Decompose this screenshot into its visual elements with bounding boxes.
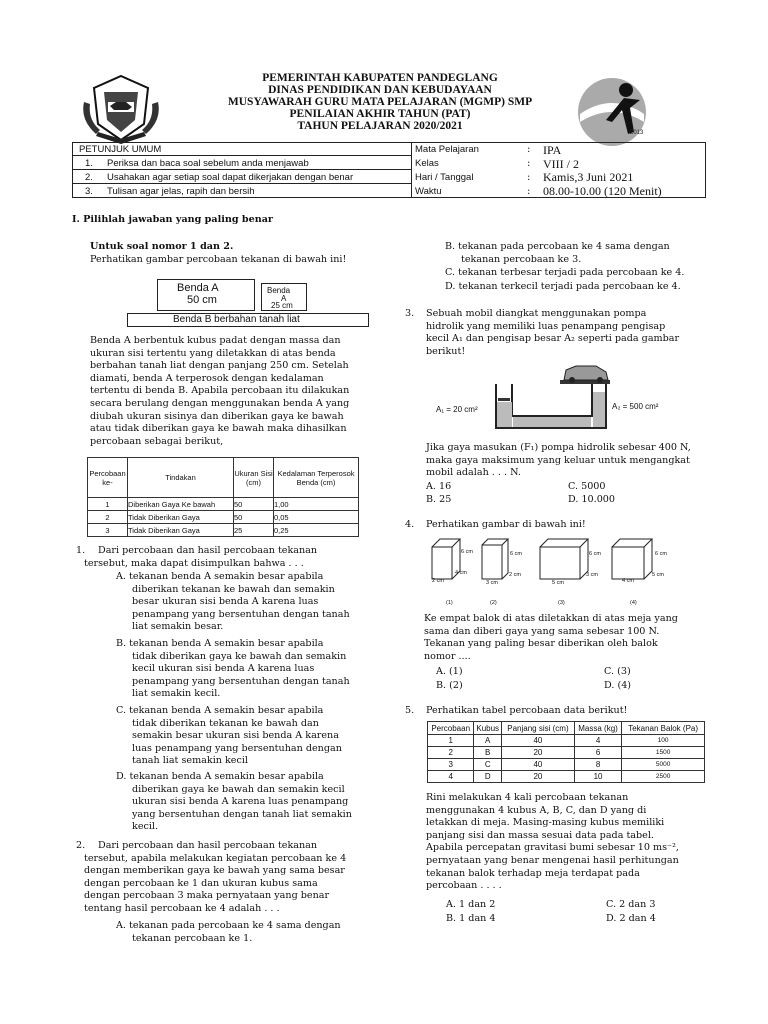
- block-1-height: 6 cm: [461, 549, 473, 555]
- q4-option-a[interactable]: A. (1): [436, 666, 463, 677]
- benda-b-size: 25 cm: [271, 301, 293, 310]
- table-header: Kubus: [474, 722, 502, 735]
- petunjuk-item: 3. Tulisan agar jelas, rapih dan bersih: [85, 186, 255, 197]
- experiment-table-2: [427, 721, 705, 783]
- section-title: I. Pilihlah jawaban yang paling benar: [72, 214, 273, 225]
- table-header: Tekanan Balok (Pa): [622, 722, 705, 735]
- block-4-number: (4): [630, 600, 637, 606]
- table-row: 3 C 40 8 5000: [428, 759, 705, 771]
- benda-b-label: Benda: [267, 286, 291, 295]
- block-2-number: (2): [490, 600, 497, 606]
- experiment-table-1: [87, 457, 359, 537]
- q3-option-a[interactable]: A. 16: [426, 481, 452, 492]
- mgmp-logo: [566, 74, 662, 146]
- block-2-depth: 2 cm: [509, 572, 521, 578]
- block-4-width: 4 cm: [622, 578, 634, 584]
- petunjuk-item: 2. Usahakan agar setiap soal dapat dikerjakan dengan benar: [73, 171, 411, 184]
- table-row: 1 A 40 4 100: [428, 735, 705, 747]
- q1-number: 1.: [76, 545, 86, 556]
- hydraulic-figure: [430, 362, 680, 434]
- q5-option-b[interactable]: B. 1 dan 4: [446, 913, 496, 924]
- table-header: Kedalaman Terperosok Benda (cm): [274, 458, 359, 498]
- block-1-width: 2 cm: [432, 578, 444, 584]
- q2-stem: Dari percobaan dan hasil percobaan tekanan tersebut, apabila melakukan kegiatan percobaan ke 4 dengan memberikan gaya ke bawah yang sama besar dengan percobaan ke 1 dan ukuran kubus sama dengan percobaan 3 maka pernyataan yang benar tentang hasil percobaan ke 4 adalah . . .: [84, 840, 347, 914]
- benda-a-size: 50 cm: [187, 294, 217, 306]
- left-intro: Perhatikan gambar percobaan tekanan di bawah ini!: [90, 254, 347, 265]
- block-4-depth: 5 cm: [652, 572, 664, 578]
- table-header: Tindakan: [128, 458, 234, 498]
- table-header: Massa (kg): [574, 722, 621, 735]
- q5-option-a[interactable]: A. 1 dan 2: [446, 899, 496, 910]
- table-row: 2 B 20 6 1500: [428, 747, 705, 759]
- header-line-5: TAHUN PELAJARAN 2020/2021: [297, 120, 463, 132]
- table-row: 3 Tidak Diberikan Gaya 25 0,25: [88, 524, 359, 537]
- left-paragraph: Benda A berbentuk kubus padat dengan massa dan ukuran sisi tertentu yang diletakkan di atas benda berbahan tanah liat dengan panjang 250 cm. Setelah diamati, benda A terperosok dengan kedalaman tertentu di benda B. Apabila percobaan itu dilakukan secara berulang dengan menggunakan benda A yang diubah ukuran sisinya dan diberikan gaya ke bawah atau tidak diberikan gaya ke bawah maka dihasilkan percobaan sebagai berikut,: [90, 335, 350, 447]
- q4-number: 4.: [405, 519, 415, 530]
- q1-option-b[interactable]: B. tekanan benda A semakin besar apabila tidak diberikan gaya ke bawah dan semakin kecil ukuran sisi benda A karena luas penampang yang bersentuhan dengan tanah liat semakin kecil.: [116, 638, 350, 700]
- q3-option-b[interactable]: B. 25: [426, 494, 452, 505]
- q5-stem2: Rini melakukan 4 kali percobaan tekanan menggunakan 4 kubus A, B, C, dan D yang di letakkan di meja. Masing-masing kubus memiliki panjang sisi dan massa sesuai data pada tabel. Apabila percepatan gravitasi bumi sebesar 10 ms⁻², pernyataan yang benar mengenai hasil perhitungan tekanan balok terhadap meja terdapat pada percobaan . . . .: [426, 792, 679, 892]
- block-3-depth: 3 cm: [586, 572, 598, 578]
- header-line-4: PENILAIAN AKHIR TAHUN (PAT): [289, 108, 471, 120]
- pandeglang-logo: [78, 72, 164, 146]
- benda-a-label: Benda A: [177, 282, 219, 294]
- block-4-height: 6 cm: [655, 551, 667, 557]
- q2-number: 2.: [76, 840, 86, 851]
- table-header: Percobaan: [428, 722, 474, 735]
- svg-text:2013: 2013: [630, 130, 644, 136]
- q1-option-c[interactable]: C. tekanan benda A semakin besar apabila tidak diberikan tekanan ke bawah dan semakin besar ukuran sisi benda A karena luas penampang yang bersentuhan dengan tanah liat semakin kecil: [116, 705, 342, 767]
- block-2-width: 3 cm: [486, 580, 498, 586]
- header-line-1: PEMERINTAH KABUPATEN PANDEGLANG: [262, 72, 498, 84]
- q3-option-d[interactable]: D. 10.000: [568, 494, 616, 505]
- header-line-2: DINAS PENDIDIKAN DAN KEBUDAYAAN: [268, 84, 492, 96]
- petunjuk-item: 1. Periksa dan baca soal sebelum anda menjawab: [73, 157, 411, 170]
- q2-option-d[interactable]: D. tekanan terkecil terjadi pada percobaan ke 4.: [445, 281, 681, 292]
- hydraulic-a1-label: A₁ = 20 cm²: [436, 405, 478, 414]
- q2-option-c[interactable]: C. tekanan terbesar terjadi pada percobaan ke 4.: [445, 267, 685, 278]
- q2-option-b[interactable]: B. tekanan pada percobaan ke 4 sama dengan tekanan percobaan ke 3.: [445, 241, 670, 265]
- blocks-figure: [426, 535, 696, 595]
- benda-b-label2: A: [281, 294, 287, 303]
- q5-option-d[interactable]: D. 2 dan 4: [606, 913, 656, 924]
- block-3-height: 6 cm: [589, 551, 601, 557]
- hydraulic-a2-label: A₂ = 500 cm²: [612, 402, 659, 411]
- block-3-number: (3): [558, 600, 565, 606]
- base-label: Benda B berbahan tanah liat: [173, 314, 300, 325]
- q5-stem: Perhatikan tabel percobaan data berikut!: [426, 705, 628, 716]
- table-header: Percobaan ke-: [88, 458, 128, 498]
- q2-option-a[interactable]: A. tekanan pada percobaan ke 4 sama dengan tekanan percobaan ke 1.: [116, 920, 341, 944]
- table-header: Ukuran Sisi (cm): [234, 458, 274, 498]
- q3-option-c[interactable]: C. 5000: [568, 481, 606, 492]
- info-box: PETUNJUK UMUM 1. Periksa dan baca soal sebelum anda menjawab 2. Usahakan agar setiap soal dapat dikerjakan dengan benar 3. Tulisan agar jelas, rapih dan bersih Mata Pelajaran : IPA Kelas : VIII / 2 Hari / Tanggal : Kamis,3 Juni 2021 Waktu : 08.00-10.00 (120 Menit): [72, 142, 706, 198]
- q3-number: 3.: [405, 308, 415, 319]
- left-subhead: Untuk soal nomor 1 dan 2.: [90, 241, 234, 252]
- block-1-number: (1): [446, 600, 453, 606]
- table-row: 4 D 20 10 2500: [428, 771, 705, 783]
- pressure-figure: [155, 275, 370, 330]
- q4-stem2: Ke empat balok di atas diletakkan di atas meja yang sama dan diberi gaya yang sama sebesar 100 N. Tekanan yang paling besar diberikan oleh balok nomor ....: [424, 613, 678, 662]
- q5-option-c[interactable]: C. 2 dan 3: [606, 899, 656, 910]
- q3-stem2: Jika gaya masukan (F₁) pompa hidrolik sebesar 400 N, maka gaya maksimum yang keluar untuk mengangkat mobil adalah . . . N.: [426, 442, 691, 479]
- table-row: 2 Tidak Diberikan Gaya 50 0,05: [88, 511, 359, 524]
- header-line-3: MUSYAWARAH GURU MATA PELAJARAN (MGMP) SMP: [227, 96, 533, 108]
- q1-stem: Dari percobaan dan hasil percobaan tekanan tersebut, maka dapat disimpulkan bahwa . . .: [84, 545, 318, 569]
- block-3-width: 5 cm: [552, 580, 564, 586]
- q4-stem: Perhatikan gambar di bawah ini!: [426, 519, 586, 530]
- q1-option-d[interactable]: D. tekanan benda A semakin besar apabila diberikan gaya ke bawah dan semakin kecil ukuran sisi benda A karena luas penampang yang bersentuhan dengan tanah liat semakin kecil.: [116, 771, 352, 833]
- q4-option-c[interactable]: C. (3): [604, 666, 631, 677]
- block-2-height: 6 cm: [510, 551, 522, 557]
- q1-option-a[interactable]: A. tekanan benda A semakin besar apabila diberikan tekanan ke bawah dan semakin besar ukuran sisi benda A karena luas penampang yang bersentuhan dengan tanah liat semakin besar.: [116, 571, 350, 633]
- q4-option-b[interactable]: B. (2): [436, 680, 463, 691]
- block-1-depth: 4 cm: [455, 570, 467, 576]
- q4-option-d[interactable]: D. (4): [604, 680, 632, 691]
- petunjuk-title: PETUNJUK UMUM: [73, 143, 411, 156]
- table-row: 1 Diberikan Gaya Ke bawah 50 1,00: [88, 498, 359, 511]
- q5-number: 5.: [405, 705, 415, 716]
- q3-stem: Sebuah mobil diangkat menggunakan pompa hidrolik yang memiliki luas penampang pengisap kecil A₁ dan pengisap besar A₂ seperti pada gambar berikut!: [426, 308, 680, 357]
- table-header: Panjang sisi (cm): [502, 722, 575, 735]
